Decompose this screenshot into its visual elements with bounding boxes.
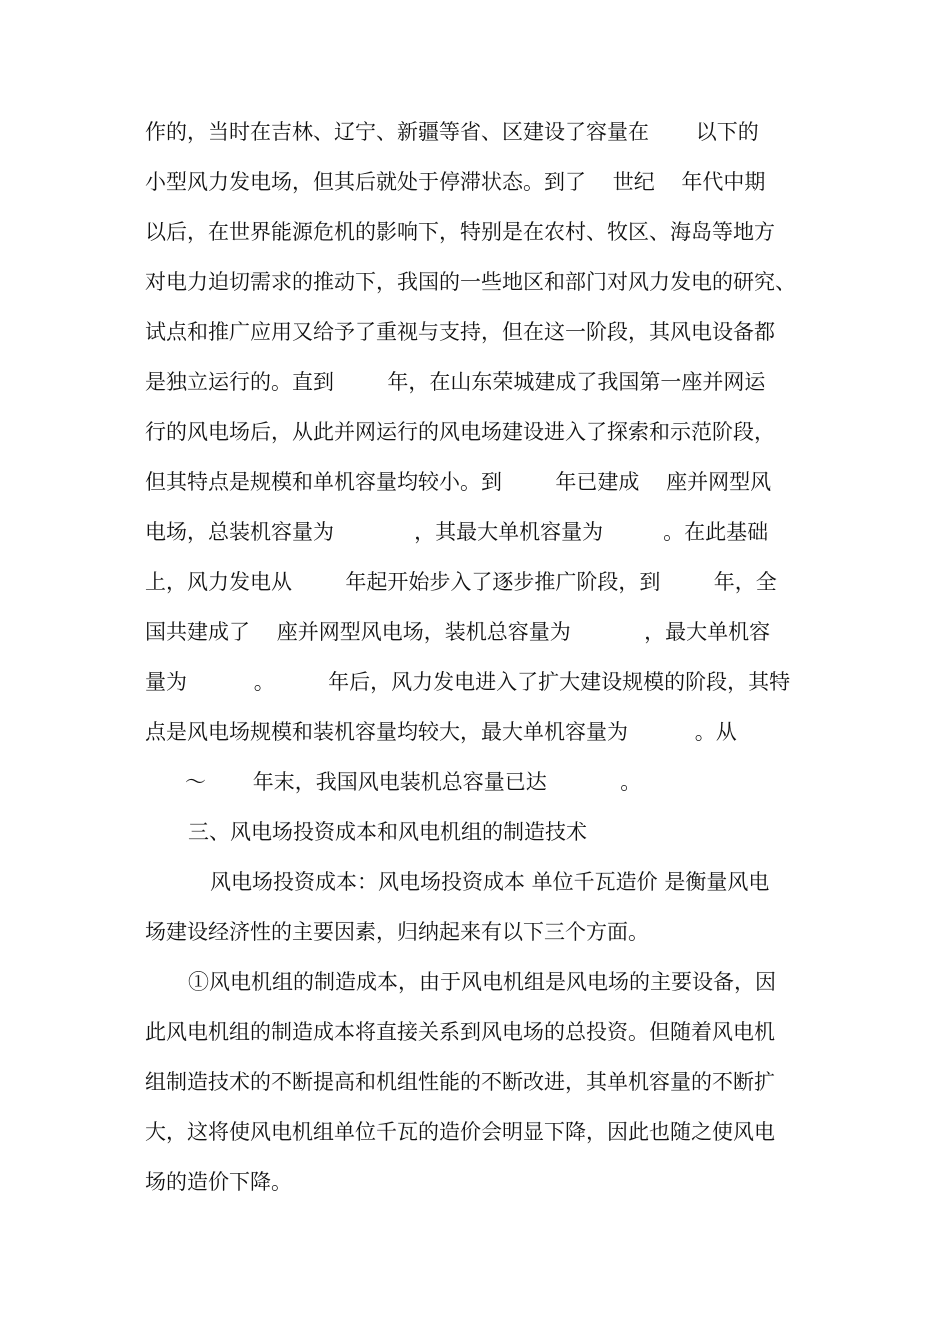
text-line: 电场，总装机容量为 ，其最大单机容量为 。在此基础 <box>145 520 769 544</box>
text-line: 国共建成了 座并网型风电场，装机总容量为 ，最大单机容 <box>145 620 771 644</box>
text-line: 场的造价下降。 <box>145 1170 292 1194</box>
text-line: 风电场投资成本：风电场投资成本 单位千瓦造价 是衡量风电 <box>210 870 770 894</box>
section-heading: 三、风电场投资成本和风电机组的制造技术 <box>188 820 587 844</box>
text-line: 上，风力发电从 年起开始步入了逐步推广阶段，到 年，全 <box>145 570 777 594</box>
text-line: 作的，当时在吉林、辽宁、新疆等省、区建设了容量在 以下的 <box>145 120 759 144</box>
text-line: ～ 年末，我国风电装机总容量已达 。 <box>145 770 642 794</box>
text-line: 试点和推广应用又给予了重视与支持，但在这一阶段，其风电设备都 <box>145 320 775 344</box>
text-line: 行的风电场后，从此并网运行的风电场建设进入了探索和示范阶段， <box>145 420 775 444</box>
text-line: ①风电机组的制造成本，由于风电机组是风电场的主要设备，因 <box>188 970 776 994</box>
text-line: 大，这将使风电机组单位千瓦的造价会明显下降，因此也随之使风电 <box>145 1120 775 1144</box>
text-line: 此风电机组的制造成本将直接关系到风电场的总投资。但随着风电机 <box>145 1020 775 1044</box>
text-line: 点是风电场规模和装机容量均较大，最大单机容量为 。从 <box>145 720 737 744</box>
text-line: 组制造技术的不断提高和机组性能的不断改进，其单机容量的不断扩 <box>145 1070 775 1094</box>
text-line: 量为 。 年后，风力发电进入了扩大建设规模的阶段，其特 <box>145 670 791 694</box>
text-line: 是独立运行的。直到 年，在山东荣城建成了我国第一座并网运 <box>145 370 766 394</box>
text-line: 以后，在世界能源危机的影响下，特别是在农村、牧区、海岛等地方 <box>145 220 775 244</box>
text-line: 但其特点是规模和单机容量均较小。到 年已建成 座并网型风 <box>145 470 772 494</box>
text-line: 场建设经济性的主要因素，归纳起来有以下三个方面。 <box>145 920 649 944</box>
text-line: 对电力迫切需求的推动下，我国的一些地区和部门对风力发电的研究、 <box>145 270 796 294</box>
text-line: 小型风力发电场，但其后就处于停滞状态。到了 世纪 年代中期 <box>145 170 766 194</box>
